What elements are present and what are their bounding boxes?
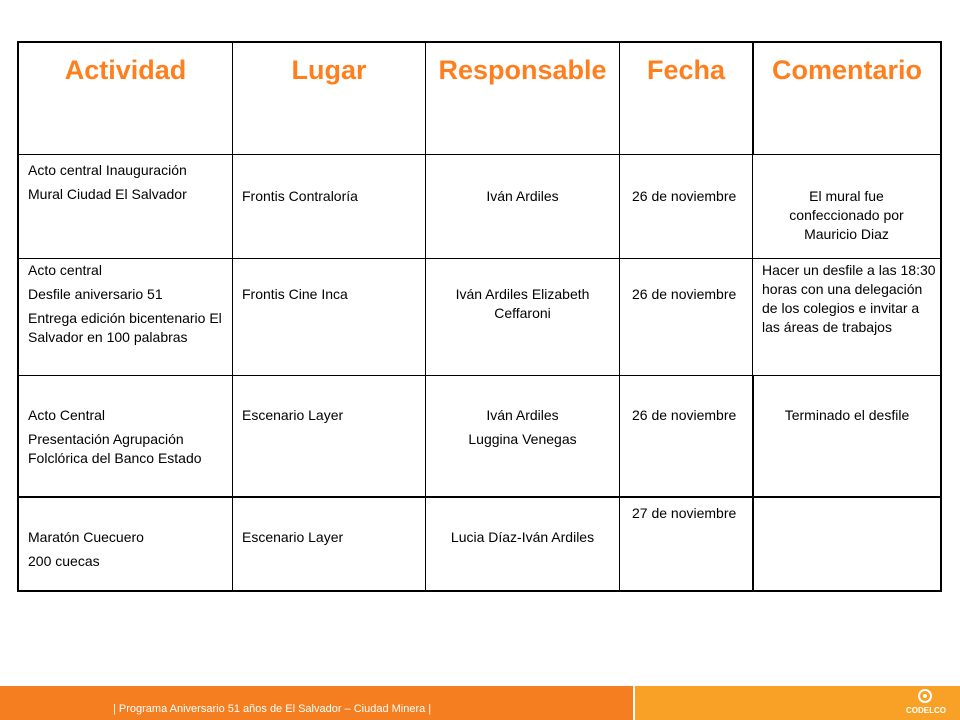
- cell-text: Iván Ardiles: [486, 188, 559, 204]
- cell-text: Iván Ardiles: [486, 407, 559, 423]
- cell-actividad: [19, 259, 232, 376]
- header-actividad: Actividad: [64, 55, 187, 85]
- footer-bar: [0, 686, 960, 720]
- header-lugar: Lugar: [232, 43, 425, 154]
- cell-comentario: [752, 498, 940, 592]
- codelco-logo-icon: [918, 689, 932, 703]
- cell-fecha: [619, 498, 752, 592]
- cell-text: 26 de noviembre: [632, 407, 737, 423]
- cell-fecha: [619, 376, 752, 497]
- cell-text: Entrega edición bicentenario El Salvador en 100 palabras: [28, 310, 222, 345]
- cell-text: Frontis Contraloría: [242, 188, 358, 204]
- cell-comentario: [752, 259, 940, 376]
- cell-text: Iván Ardiles Elizabeth Ceffaroni: [455, 286, 590, 321]
- table-row: [19, 496, 940, 592]
- cell-lugar: [232, 498, 425, 592]
- cell-text: Desfile aniversario 51: [28, 286, 163, 302]
- cell-text: Acto Central: [28, 407, 106, 423]
- cell-actividad: [19, 376, 232, 497]
- table-header-row: [19, 43, 940, 154]
- cell-text: 26 de noviembre: [632, 286, 737, 302]
- cell-responsable: [425, 376, 619, 497]
- cell-lugar: [232, 376, 425, 497]
- cell-text: 27 de noviembre: [632, 505, 737, 521]
- cell-text: Luggina Venegas: [468, 431, 577, 447]
- table-row: [19, 375, 940, 497]
- cell-text: 26 de noviembre: [632, 188, 737, 204]
- cell-text: Terminado el desfile: [784, 407, 910, 423]
- cell-text: Escenario Layer: [242, 529, 344, 545]
- header-fecha: Fecha: [619, 43, 752, 154]
- cell-text: El mural fue confeccionado por Mauricio Diaz: [789, 188, 904, 242]
- cell-actividad: [19, 155, 232, 259]
- cell-comentario: [752, 376, 940, 497]
- table-row: [19, 154, 940, 259]
- cell-text: Lucia Díaz-Iván Ardiles: [450, 529, 595, 545]
- cell-text: Maratón Cuecuero: [28, 529, 144, 545]
- cell-lugar: [232, 259, 425, 376]
- activities-table: [17, 41, 942, 592]
- cell-actividad: [19, 498, 232, 592]
- cell-text: Mural Ciudad El Salvador: [28, 186, 187, 202]
- cell-responsable: [425, 498, 619, 592]
- cell-fecha: [619, 259, 752, 376]
- cell-text: Acto central Inauguración: [28, 162, 187, 178]
- cell-text: 200 cuecas: [28, 553, 100, 569]
- footer-text: | Programa Aniversario 51 años de El Salvador – Ciudad Minera |: [113, 703, 432, 715]
- codelco-logo-name: CODELCO: [906, 706, 946, 715]
- table-row: [19, 258, 940, 376]
- cell-text: Frontis Cine Inca: [242, 286, 348, 302]
- cell-comentario: [752, 155, 940, 259]
- cell-fecha: [619, 155, 752, 259]
- header-responsable: Responsable: [425, 43, 619, 154]
- cell-text: Hacer un desfile a las 18:30 horas con una delegación de los colegios e invitar a las áreas de trabajos: [762, 262, 936, 335]
- cell-responsable: [425, 259, 619, 376]
- cell-text: Presentación Agrupación Folclórica del Banco Estado: [28, 431, 202, 466]
- cell-text: Escenario Layer: [242, 407, 344, 423]
- cell-responsable: [425, 155, 619, 259]
- codelco-logo: [900, 688, 952, 718]
- cell-lugar: [232, 155, 425, 259]
- header-comentario: Comentario: [752, 43, 940, 154]
- cell-text: Acto central: [28, 262, 102, 278]
